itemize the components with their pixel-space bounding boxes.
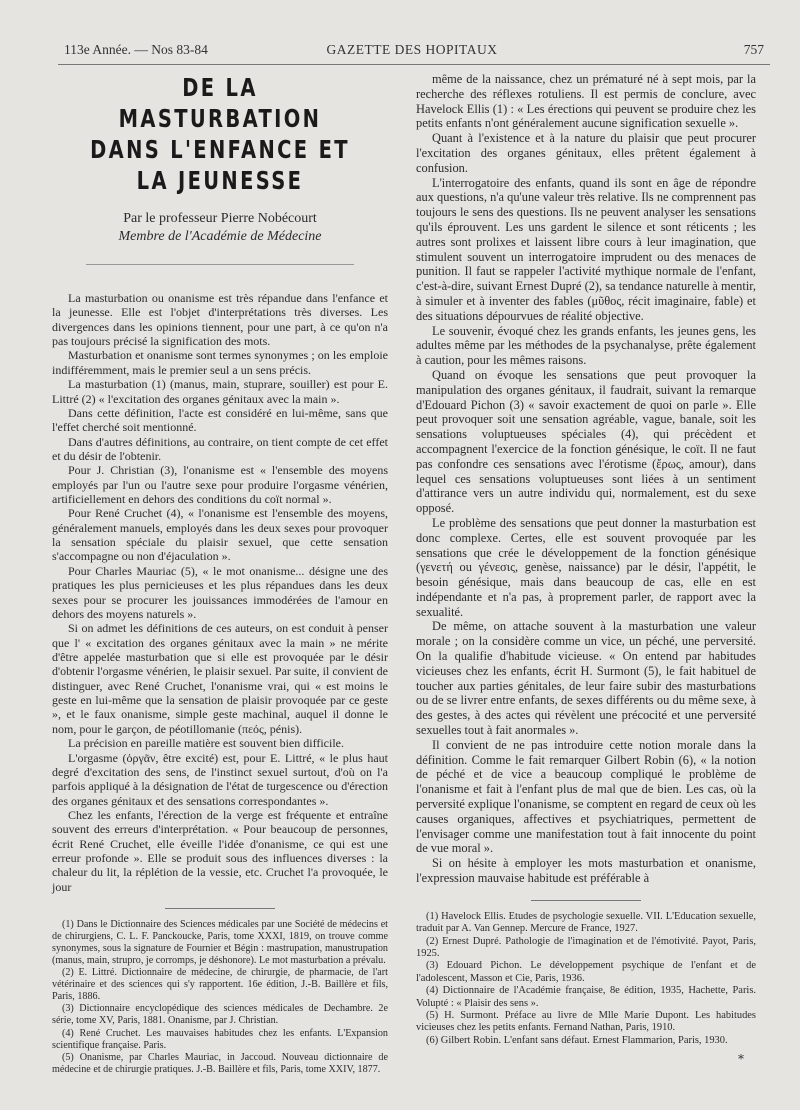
- left-footnotes: [52, 919, 388, 1076]
- footnote: (5) Onanisme, par Charles Mauriac, in Jaccoud. Nouveau dictionnaire de médecine et de chirurgie pratiques. J.-B. Baillère et fils, Paris, tome XXIV, 1877.: [52, 1051, 388, 1075]
- footnote: (1) Havelock Ellis. Etudes de psychologie sexuelle. VII. L'Education sexuelle, traduit par A. Van Gennep. Mercure de France, 1927.: [416, 910, 756, 935]
- body-paragraph: L'interrogatoire des enfants, quand ils sont en âge de répondre aux questions, n'a qu'une valeur très relative. Ils ne comprennent pas toujours le sens des questions. Ils ne peuvent analyser les sensations qu'ils éprouvent. Les uns gardent le silence et sont réticents ; les autres sont prolixes et laissent libre cours à leur imagination, que stimulent souvent un interrogatoire imprudent ou des menaces de punition. Il faut se rappeler l'activité mythique normale de l'enfant, c'est-à-dire, suivant Ernest Dupré (2), sa tendance naturelle à mentir, à simuler et à inventer des fables (μῦθος, récit imaginaire, fable) et des situations dépourvues de réalité objective.: [416, 175, 756, 323]
- right-body-text: [416, 72, 756, 886]
- right-footnotes: [416, 911, 756, 1047]
- journal-title: GAZETTE DES HOPITAUX: [326, 42, 498, 57]
- footnote-separator: [165, 908, 275, 909]
- footnote: (3) Dictionnaire encyclopédique des sciences médicales de Dechambre. 2e série, tome XV, Paris, 1881. Onanisme, par J. Christian.: [52, 1003, 388, 1027]
- left-column: [52, 72, 388, 1076]
- author-membership: Membre de l'Académie de Médecine: [118, 229, 322, 244]
- body-paragraph: La précision en pareille matière est souvent bien difficile.: [68, 736, 345, 751]
- body-paragraph: Chez les enfants, l'érection de la verge est fréquente et entraîne souvent des erreurs d'interprétation. « Pour beaucoup de personnes, écrit René Cruchet, elle éveille l'idée d'onanisme, ce qui est une erreur profonde ». Elle se produit sous des influences diverses : la chaleur du lit, la réplétion de la vessie, etc. Cruchet l'a provoquée, le jour: [52, 807, 388, 894]
- footnote: (4) René Cruchet. Les mauvaises habitudes chez les enfants. L'Expansion scientifique française. Paris.: [52, 1027, 388, 1051]
- page-number: 757: [743, 42, 764, 57]
- title-line-1: DE LA MASTURBATION: [118, 73, 322, 133]
- body-paragraph: Le souvenir, évoqué chez les grands enfants, les jeunes gens, les adultes même par les méthodes de la psychanalyse, prête également à caution, pour les mêmes raisons.: [416, 323, 756, 368]
- body-paragraph: Si on admet les définitions de ces auteurs, on est conduit à penser que l' « excitation des organes génitaux avec la main » ne mérite d'être appelée masturbation que si elle est provoquée par le désir d'obtenir l'orgasme vénérien, le plaisir sexuel. Par suite, il convient de distinguer, avec René Cruchet, l'onanisme vrai, qui « est moins le geste en lui-même que la sensation de plaisir provoquée par ce geste », et le faux onanisme, simple geste machinal, auquel il donne le nom, pour le garçon, de péotillomanie (πεός, pénis).: [52, 621, 388, 736]
- body-paragraph: Quant à l'existence et à la nature du plaisir que peut procurer l'excitation des organes génitaux, elles prêtent également à confusion.: [416, 131, 756, 175]
- body-paragraph: Il convient de ne pas introduire cette notion morale dans la définition. Comme le fait remarquer Gilbert Robin (6), « la notion de péché et de vice a beaucoup compliqué le problème de l'onanisme et fait à l'enfant plus de mal que de bien. Les cas, où la perversité explique l'onanisme, se comptent en regard de ceux où les causes organiques, affectives et psychiatriques, permettent de l'envisager comme une manifestation tout à fait innocente du point de vue moral ».: [416, 737, 756, 856]
- footnote: (3) Edouard Pichon. Le développement psychique de l'enfant et de l'adolescent, Masson et Cie, Paris, 1936.: [416, 960, 756, 984]
- issue-number: 113e Année. — Nos 83-84: [64, 42, 208, 57]
- body-paragraph: La masturbation (1) (manus, main, stuprare, souiller) est pour E. Littré (2) « l'excitation des organes génitaux avec la main ».: [52, 377, 388, 406]
- page-mark: *: [738, 1052, 744, 1066]
- title-separator: [86, 264, 354, 265]
- header-rule: [58, 64, 770, 65]
- footnote: (4) Dictionnaire de l'Académie française, 8e édition, 1935, Hachette, Paris. Volupté : « Plaisir des sens ».: [416, 985, 756, 1009]
- body-paragraph: De même, on attache souvent à la masturbation une valeur morale ; on la considère comme un vice, un péché, une perversité. On la qualifie d'habitude vicieuse. « On entend par habitudes vicieuses chez les enfants, écrit H. Surmont (5), le fait habituel de toucher aux parties génitales, de leur faire subir des masturbations ou de se livrer entre enfants, de sexes différents ou du même sexe, à des gestes, à des actes qui révèlent une précocité et une perversité sexuelles tout à fait anormales ».: [416, 619, 756, 738]
- author-byline: Par le professeur Pierre Nobécourt: [123, 211, 317, 226]
- body-paragraph: Dans cette définition, l'acte est considéré en lui-même, sans que l'effet cherché soit mentionné.: [52, 405, 388, 435]
- footnote: (2) E. Littré. Dictionnaire de médecine, de chirurgie, de pharmacie, de l'art vétérinaire et des sciences qui s'y rapportent. 16e édition, J.-B. Baillère et fils, Paris, 1886.: [52, 967, 388, 1003]
- body-paragraph: même de la naissance, chez un prématuré né à sept mois, par la recherche des réflexes rotuliens. Il est permis de conclure, avec Havelock Ellis (1) : « Les érections qui peuvent se produire chez les petits enfants n'ont généralement aucune signification sexuelle ».: [416, 72, 756, 131]
- title-line-2: DANS L'ENFANCE ET LA JEUNESSE: [90, 135, 350, 195]
- body-paragraph: Pour René Cruchet (4), « l'onanisme est l'ensemble des moyens, généralement manuels, employés dans les deux sexes pour provoquer la sensation spéciale du plaisir sexuel, que cette sensation s'accompagne ou non d'éjaculation ».: [52, 506, 388, 564]
- body-paragraph: Le problème des sensations que peut donner la masturbation est donc complexe. Certes, elle est souvent provoquée par les sensations que crée le développement de la fonction génésique (γενετή ou γένεσις, genèse, naissance) par le désir, l'appétit, le besoin génésique, mais dans beaucoup de cas, elle en est indépendante et n'a pas, à proprement parler, de rapport avec la sexualité.: [416, 515, 756, 619]
- body-paragraph: Pour J. Christian (3), l'onanisme est « l'ensemble des moyens employés par l'un ou l'autre sexe pour produire l'orgasme vénérien, artificiellement en dehors des conditions du coït normal ».: [52, 463, 388, 507]
- body-paragraph: L'orgasme (ὀργᾶν, être excité) est, pour E. Littré, « le plus haut degré d'excitation des sens, de l'instinct sexuel surtout, d'où on l'a parfois appliqué à la désignation de l'état de turgescence ou d'érection des organes génitaux et des sensations correspondantes ».: [52, 750, 388, 808]
- right-column: [416, 72, 756, 1047]
- body-paragraph: Dans d'autres définitions, au contraire, on tient compte de cet effet et du désir de l'obtenir.: [52, 434, 388, 463]
- body-paragraph: Quand on évoque les sensations que peut provoquer la manipulation des organes génitaux, il faudrait, suivant la remarque d'Edouard Pichon (3) « savoir exactement de quoi on parle ». Elle peut provoquer soit une sensation agréable, vague, banale, soit les sensations voluptueuses spéciales (4), qui précèdent et accompagnent l'exercice de la fonction génésique, le coït. Il ne faut pas confondre ces sensations avec l'érotisme (ἔρως, amour), dans lequel ces sensations voluptueuses sont liées à un sentiment d'attirance vers un autre individu qui, normalement, est du sexe opposé.: [416, 367, 756, 516]
- body-paragraph: Si on hésite à employer les mots masturbation et onanisme, l'expression mauvaise habitude est préférable à: [416, 856, 756, 886]
- body-paragraph: La masturbation ou onanisme est très répandue dans l'enfance et la jeunesse. Elle est l'objet d'interprétations très diverses. Les divergences dans les opinions tiennent, pour une part, à ce qu'on n'a pas toujours précisé la signification des mots.: [52, 291, 388, 349]
- body-paragraph: Pour Charles Mauriac (5), « le mot onanisme... désigne une des pratiques les plus pernicieuses et les plus répandues dans les deux sexes pour se procurer les jouissances immodérées de l'amour en dehors des moyens naturels ».: [52, 563, 388, 621]
- footnote: (2) Ernest Dupré. Pathologie de l'imagination et de l'émotivité. Payot, Paris, 1925.: [416, 935, 756, 960]
- body-paragraph: Masturbation et onanisme sont termes synonymes ; on les emploie indifféremment, mais le premier seul a un sens précis.: [52, 348, 388, 377]
- footnote: (5) H. Surmont. Préface au livre de Mlle Marie Dupont. Les habitudes vicieuses chez les petits enfants. Fernand Nathan, Paris, 1910.: [416, 1010, 756, 1034]
- article-title: [89, 72, 351, 196]
- left-body-text: [52, 291, 388, 894]
- footnote: (6) Gilbert Robin. L'enfant sans défaut. Ernest Flammarion, Paris, 1930.: [426, 1034, 728, 1046]
- footnote-separator: [531, 900, 641, 901]
- footnote: (1) Dans le Dictionnaire des Sciences médicales par une Société de médecins et de chirurgiens, C. L. F. Panckoucke, Paris, tome XXXI, 1819, on trouve comme synonymes, sous la signature de Fournier et Bégin : mastrupation, manustrupation (manus, main, strupro, je corromps, je déshonore). Le mot masturbation a prévalu.: [52, 919, 388, 967]
- running-header: [48, 42, 776, 64]
